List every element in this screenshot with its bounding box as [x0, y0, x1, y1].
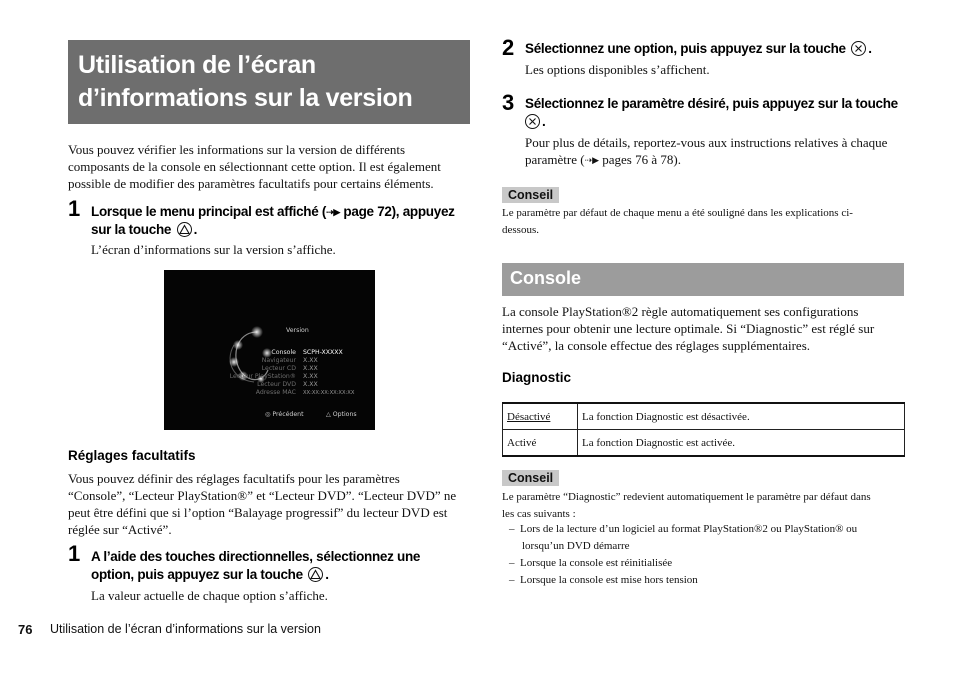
conseil-text: Le paramètre par défaut de chaque menu a été souligné dans les explications ci- dessous. [502, 207, 853, 236]
console-heading-bar [502, 263, 904, 296]
reference-arrow-icon: ⇢▶ [584, 155, 600, 165]
conseil-text: Le paramètre “Diagnostic” redevient automatiquement le paramètre par défaut dans les cas suivants : [502, 491, 871, 520]
triangle-button-icon: △ [326, 411, 331, 418]
table-row [503, 430, 905, 457]
screen-row-label: Console [271, 349, 296, 356]
screen-row-label: Lecteur PlayStation® [229, 373, 296, 380]
console-heading: Console [510, 268, 582, 288]
screen-row-label: Lecteur DVD [257, 381, 296, 388]
table-cell-option: Désactivé [503, 403, 578, 430]
screen-row-label: Navigateur [261, 357, 296, 364]
section-title: Utilisation de l’écran d’informations sur la version [78, 51, 413, 112]
step-instruction: A l’aide des touches directionnelles, sélectionnez une option, puis appuyez sur la touche . [91, 549, 421, 582]
step-number: 2 [502, 35, 515, 60]
diagnostic-table [502, 402, 905, 457]
screen-heading: Version [286, 327, 309, 334]
circle-button-icon: ◎ [265, 411, 271, 418]
console-paragraph: La console PlayStation®2 règle automatiquement ses configurations internes pour obtenir une lecture optimale. Si “Diagnostic” est réglé sur “Activé”, la console effectue des réglages supplémentaires. [502, 304, 875, 353]
screen-row-value: XX:XX:XX:XX:XX:XX [303, 390, 355, 396]
reglages-heading: Réglages facultatifs [68, 448, 196, 463]
step-number: 3 [502, 90, 515, 115]
step-instruction: Sélectionnez le paramètre désiré, puis appuyez sur la touche . [525, 96, 898, 129]
step-instruction: Sélectionnez une option, puis appuyez sur la touche . [525, 41, 872, 56]
table-cell-desc: La fonction Diagnostic est activée. [578, 430, 905, 457]
conseil-label: Conseil [502, 187, 559, 203]
footer-text: Utilisation de l’écran d’informations sur la version [50, 622, 321, 636]
step-description: La valeur actuelle de chaque option s’affiche. [91, 588, 328, 603]
step-description: Pour plus de détails, reportez-vous aux instructions relatives à chaque paramètre (⇢▶ pages 76 à 78). [525, 135, 888, 167]
screen-row-value: X.XX [303, 373, 318, 380]
step-instruction: Lorsque le menu principal est affiché (⇢▶ page 72), appuyez sur la touche . [91, 204, 455, 237]
table-cell-desc: La fonction Diagnostic est désactivée. [578, 403, 905, 430]
screen-row-value: X.XX [303, 365, 318, 372]
conseil-bullet-list [509, 521, 904, 589]
triangle-button-icon [308, 567, 323, 582]
reference-arrow-icon: ⇢▶ [326, 207, 340, 217]
step-number: 1 [68, 541, 81, 566]
screen-options-button: △ Options [326, 411, 357, 418]
cross-button-icon [525, 114, 540, 129]
table-row [503, 403, 905, 430]
list-item: – Lors de la lecture d’un logiciel au format PlayStation®2 ou PlayStation® ou [509, 523, 858, 535]
section-title-box [68, 40, 470, 124]
reglages-paragraph: Vous pouvez définir des réglages facultatifs pour les paramètres “Console”, “Lecteur PlayStation®” et “Lecteur DVD”. “Lecteur DVD” ne peut être défini que si l’option “Balayage progressif” du lecteur DVD est réglée sur “Activé”. [68, 471, 457, 537]
screen-row-label: Lecteur CD [261, 365, 296, 372]
list-item-continuation: lorsqu’un DVD démarre [522, 540, 630, 552]
screen-row-value: SCPH-XXXXX [303, 349, 343, 356]
list-item: – Lorsque la console est mise hors tension [509, 574, 698, 586]
screen-row-label: Adresse MAC [255, 389, 296, 396]
list-item: – Lorsque la console est réinitialisée [509, 557, 673, 569]
step-description: L’écran d’informations sur la version s’affiche. [91, 242, 336, 257]
screen-row-value: X.XX [303, 357, 318, 364]
intro-paragraph: Vous pouvez vérifier les informations sur la version de différents composants de la console en sélectionnant cette option. Il est également possible de modifier des paramètres facultatifs pour certains éléments. [68, 142, 441, 191]
step-number: 1 [68, 196, 81, 221]
conseil-label: Conseil [502, 470, 559, 486]
triangle-button-icon [177, 222, 192, 237]
page-number: 76 [18, 622, 33, 637]
screen-row-value: X.XX [303, 381, 318, 388]
table-cell-option: Activé [503, 430, 578, 457]
version-screen-image [164, 270, 375, 430]
cross-button-icon [851, 41, 866, 56]
screen-prev-button: ◎ Précédent [265, 411, 304, 418]
diagnostic-heading: Diagnostic [502, 370, 572, 385]
step-description: Les options disponibles s’affichent. [525, 62, 710, 77]
